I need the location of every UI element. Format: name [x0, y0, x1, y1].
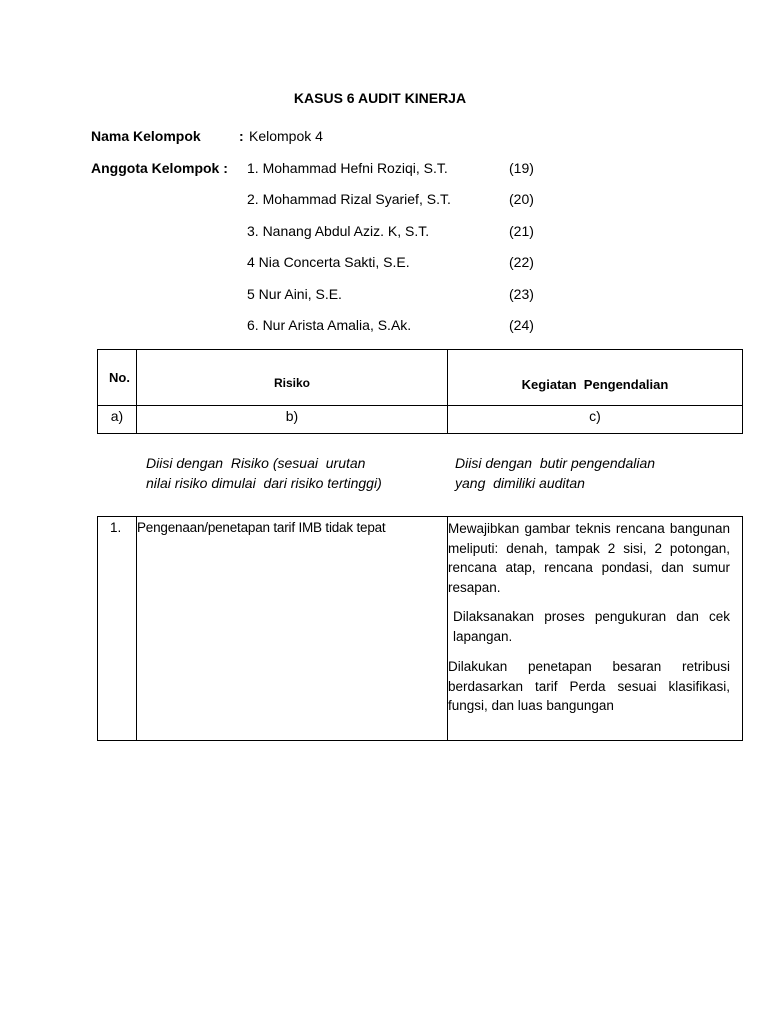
code-row	[98, 406, 743, 434]
control-item: Dilaksanakan proses pengukuran dan cek lapangan.	[453, 609, 730, 644]
code-no: a)	[110, 408, 124, 424]
code-risk: b)	[285, 408, 299, 424]
member-number: (24)	[509, 317, 534, 333]
header-no-cell	[98, 350, 137, 406]
page-title: KASUS 6 AUDIT KINERJA	[293, 90, 467, 106]
member-number: (22)	[509, 254, 534, 270]
risk-note-line: Diisi dengan Risiko (sesuai urutan	[146, 455, 366, 471]
member-name: 4 Nia Concerta Sakti, S.E.	[247, 254, 410, 270]
row-risk: Pengenaan/penetapan tarif IMB tidak tepat	[137, 520, 386, 535]
header-control: Kegiatan Pengendalian	[521, 377, 669, 392]
header-risk: Risiko	[273, 376, 310, 390]
group-members-label: Anggota Kelompok :	[91, 160, 228, 176]
group-name-label: Nama Kelompok	[91, 128, 201, 144]
group-name-separator: :	[239, 128, 244, 144]
control-item: Mewajibkan gambar teknis rencana bangunan meliputi: denah, tampak 2 sisi, 2 potongan, rencana atap, rencana pondasi, dan sumur resapan.	[448, 521, 730, 595]
risk-note	[146, 453, 446, 493]
control-note-line: yang dimiliki auditan	[455, 475, 585, 491]
header-table	[97, 349, 743, 434]
row-risk-cell	[137, 517, 448, 741]
header-row	[98, 350, 743, 406]
member-number: (21)	[509, 223, 534, 239]
risk-note-line: nilai risiko dimulai dari risiko tertinggi)	[146, 475, 382, 491]
member-name: 3. Nanang Abdul Aziz. K, S.T.	[247, 223, 430, 239]
code-risk-cell	[137, 406, 448, 434]
row-control-cell	[448, 517, 743, 741]
header-control-cell	[448, 350, 743, 406]
table-row	[98, 517, 743, 741]
content-table	[97, 516, 743, 741]
group-name-value: Kelompok 4	[249, 128, 323, 144]
member-name: 1. Mohammad Hefni Roziqi, S.T.	[247, 160, 448, 176]
member-name: 2. Mohammad Rizal Syarief, S.T.	[247, 191, 451, 207]
row-number-cell	[98, 517, 137, 741]
code-control-cell	[448, 406, 743, 434]
header-no: No.	[109, 370, 130, 385]
control-item: Dilakukan penetapan besaran retribusi berdasarkan tarif Perda sesuai klasifikasi, fungsi, dan luas bangungan	[448, 659, 730, 713]
member-name: 5 Nur Aini, S.E.	[247, 286, 342, 302]
member-name: 6. Nur Arista Amalia, S.Ak.	[247, 317, 412, 333]
member-number: (23)	[509, 286, 534, 302]
code-no-cell	[98, 406, 137, 434]
member-number: (20)	[509, 191, 534, 207]
header-risk-cell	[137, 350, 448, 406]
control-note	[455, 453, 735, 493]
control-note-line: Diisi dengan butir pengendalian	[455, 455, 656, 471]
code-control: c)	[589, 408, 601, 424]
row-number: 1.	[110, 520, 122, 535]
member-number: (19)	[509, 160, 534, 176]
